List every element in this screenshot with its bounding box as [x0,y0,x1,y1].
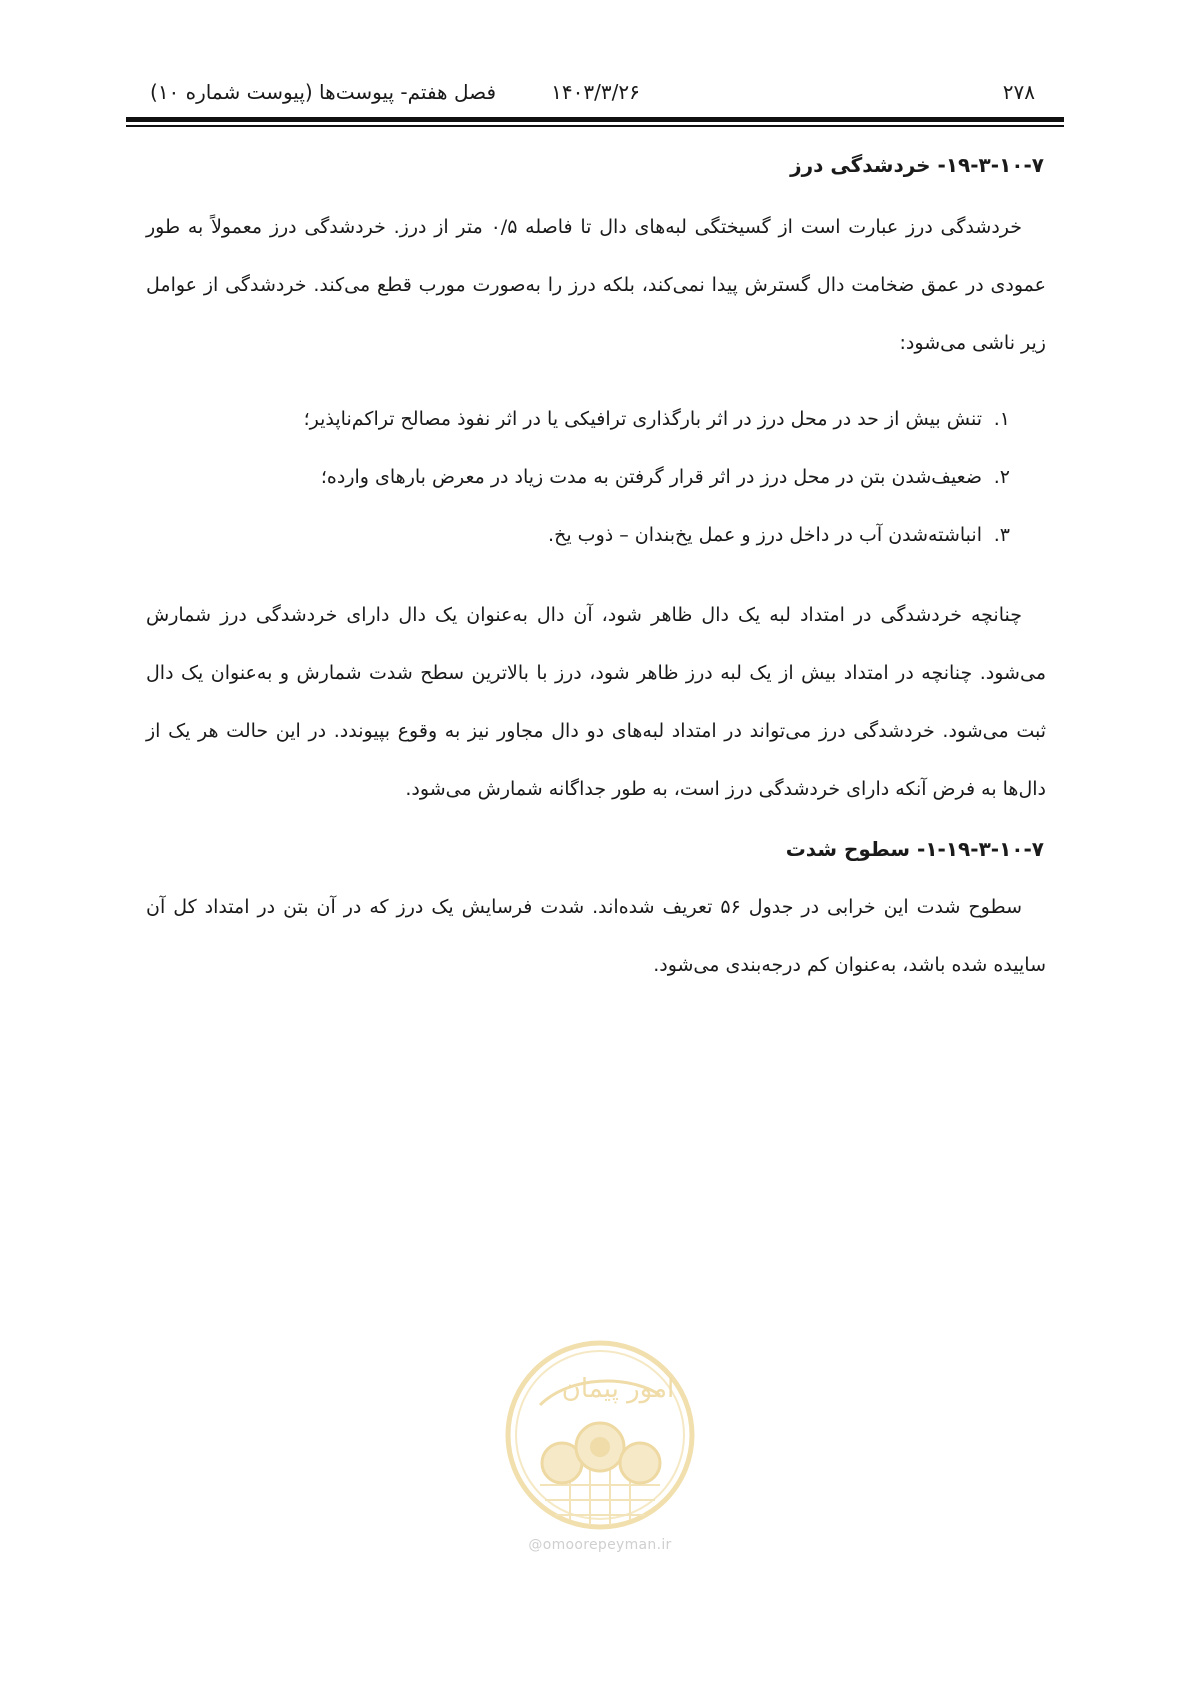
list-item-number: ۱. [993,408,1010,430]
header-rule-thick [126,117,1064,122]
list-item-number: ۲. [993,466,1010,488]
chapter-title: فصل هفتم- پیوست‌ها (پیوست شماره ۱۰) [150,80,497,104]
section-heading: ۱۹-۳-۱۰-۷- خردشدگی درز [790,153,1044,177]
list-item-text: انباشته‌شدن آب در داخل درز و عمل یخ‌بندان – ذوب یخ. [548,524,982,546]
list-item [146,390,1010,448]
causes-list [146,390,1046,564]
page-number: ۲۷۸ [1002,80,1035,104]
page-header [146,74,1045,114]
watermark-logo-text: امور پیمان [561,1374,675,1404]
intro-paragraph: خردشدگی درز عبارت است از گسیختگی لبه‌های دال تا فاصله ۰/۵ متر از درز. خردشدگی درز معمولاً به طور عمودی در عمق ضخامت دال گسترش پیدا نمی‌کند، بلکه درز را به‌صورت مورب قطع می‌کند. خردشدگی از عوامل زیر ناشی می‌شود: [146,216,1046,354]
list-item [146,506,1010,564]
list-item-number: ۳. [993,524,1010,546]
header-date: ۱۴۰۳/۳/۲۶ [551,80,640,104]
watermark-logo [500,1335,700,1535]
list-item [146,448,1010,506]
severity-paragraph: سطوح شدت این خرابی در جدول ۵۶ تعریف شده‌اند. شدت فرسایش یک درز که در آن بتن در امتداد کل آن ساییده شده باشد، به‌عنوان کم درجه‌بندی می‌شود. [146,896,1046,976]
page-content [146,142,1046,994]
list-item-text: تنش بیش از حد در محل درز در اثر بارگذاری ترافیکی یا در اثر نفوذ مصالح تراکم‌ناپذیر؛ [303,408,982,430]
list-item-text: ضعیف‌شدن بتن در محل درز در اثر قرار گرفتن به مدت زیاد در معرض بارهای وارده؛ [320,466,982,488]
subsection-heading: ۱-۱۹-۳-۱۰-۷- سطوح شدت [785,837,1044,861]
counting-paragraph: چنانچه خردشدگی در امتداد لبه یک دال ظاهر شود، آن دال به‌عنوان یک دال دارای خردشدگی درز شمارش می‌شود. چنانچه در امتداد بیش از یک لبه درز ظاهر شود، درز با بالاترین سطح شدت شمارش و به‌عنوان یک دال ثبت می‌شود. خردشدگی درز می‌تواند در امتداد لبه‌های دو دال مجاور نیز به وقوع بپیوندد. در این حالت هر یک از دال‌ها به فرض آنکه دارای خردشدگی درز است، به طور جداگانه شمارش می‌شود. [146,604,1046,800]
watermark-url: @omoorepeyman.ir [528,1537,672,1553]
watermark [480,1335,720,1553]
header-rule-thin [126,125,1064,127]
